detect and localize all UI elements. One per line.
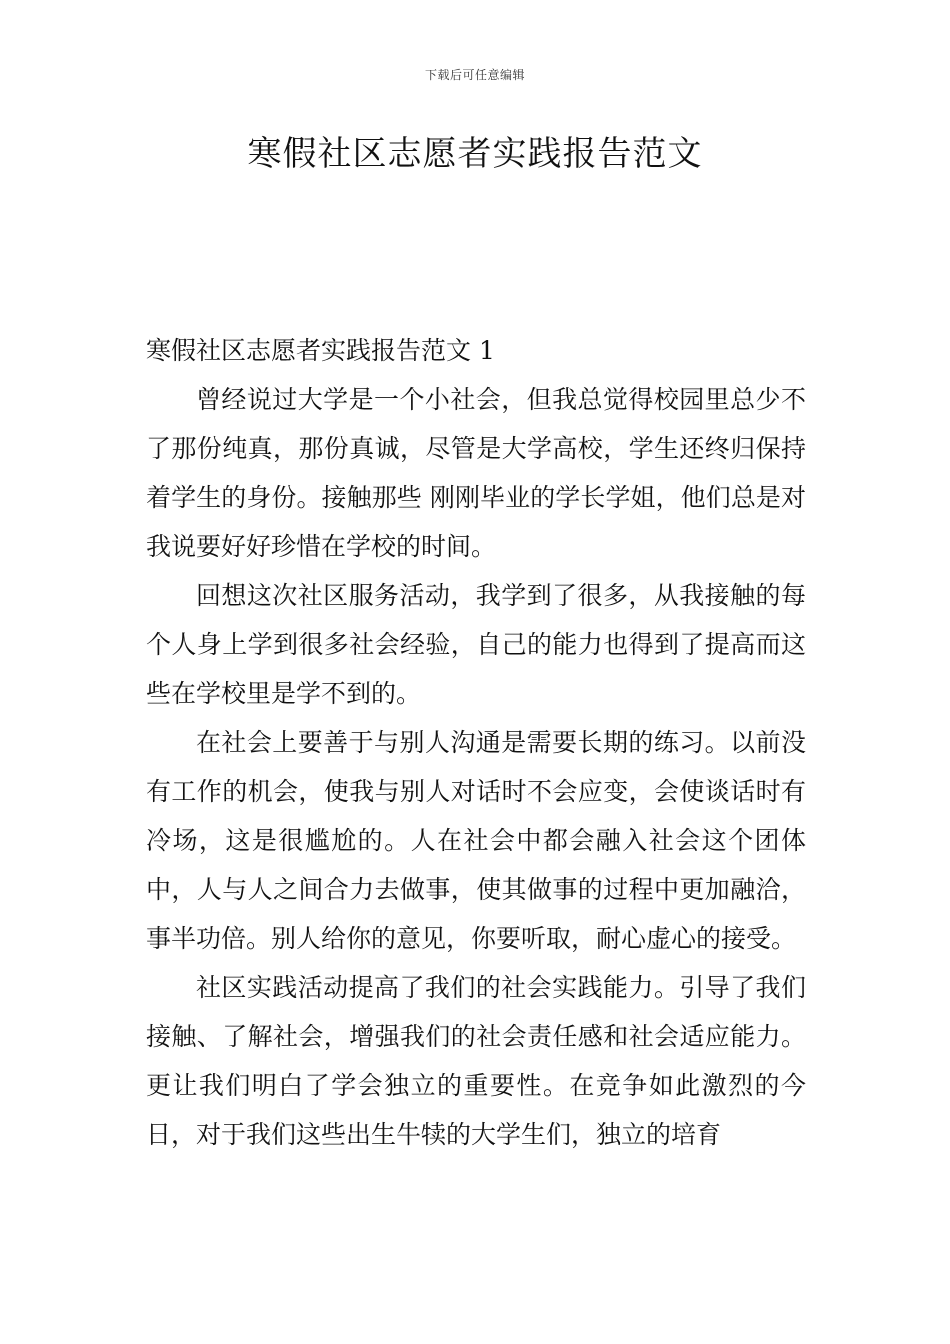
paragraph-1: 曾经说过大学是一个小社会，但我总觉得校园里总少不了那份纯真，那份真诚，尽管是大学高校，学生还终归保持着学生的身份。接触那些 刚刚毕业的学长学姐，他们总是对我说要好好珍惜在学校的时间。 bbox=[146, 385, 806, 561]
paragraph-4: 社区实践活动提高了我们的社会实践能力。引导了我们接触、了解社会，增强我们的社会责任感和社会适应能力。更让我们明白了学会独立的重要性。在竞争如此激烈的今日，对于我们这些出生牛犊的大学生们，独立的培育 bbox=[146, 973, 806, 1149]
section-heading: 寒假社区志愿者实践报告范文 1 bbox=[146, 336, 495, 365]
paragraph-3: 在社会上要善于与别人沟通是需要长期的练习。以前没有工作的机会，使我与别人对话时不会应变，会使谈话时有冷场，这是很尴尬的。人在社会中都会融入社会这个团体中，人与人之间合力去做事，使其做事的过程中更加融洽，事半功倍。别人给你的意见，你要听取，耐心虚心的接受。 bbox=[146, 728, 806, 953]
document-title: 寒假社区志愿者实践报告范文 bbox=[247, 134, 703, 174]
paragraph-2: 回想这次社区服务活动，我学到了很多，从我接触的每个人身上学到很多社会经验，自己的能力也得到了提高而这些在学校里是学不到的。 bbox=[146, 581, 806, 708]
header-note: 下载后可任意编辑 bbox=[424, 68, 525, 82]
document-body bbox=[146, 326, 806, 1159]
